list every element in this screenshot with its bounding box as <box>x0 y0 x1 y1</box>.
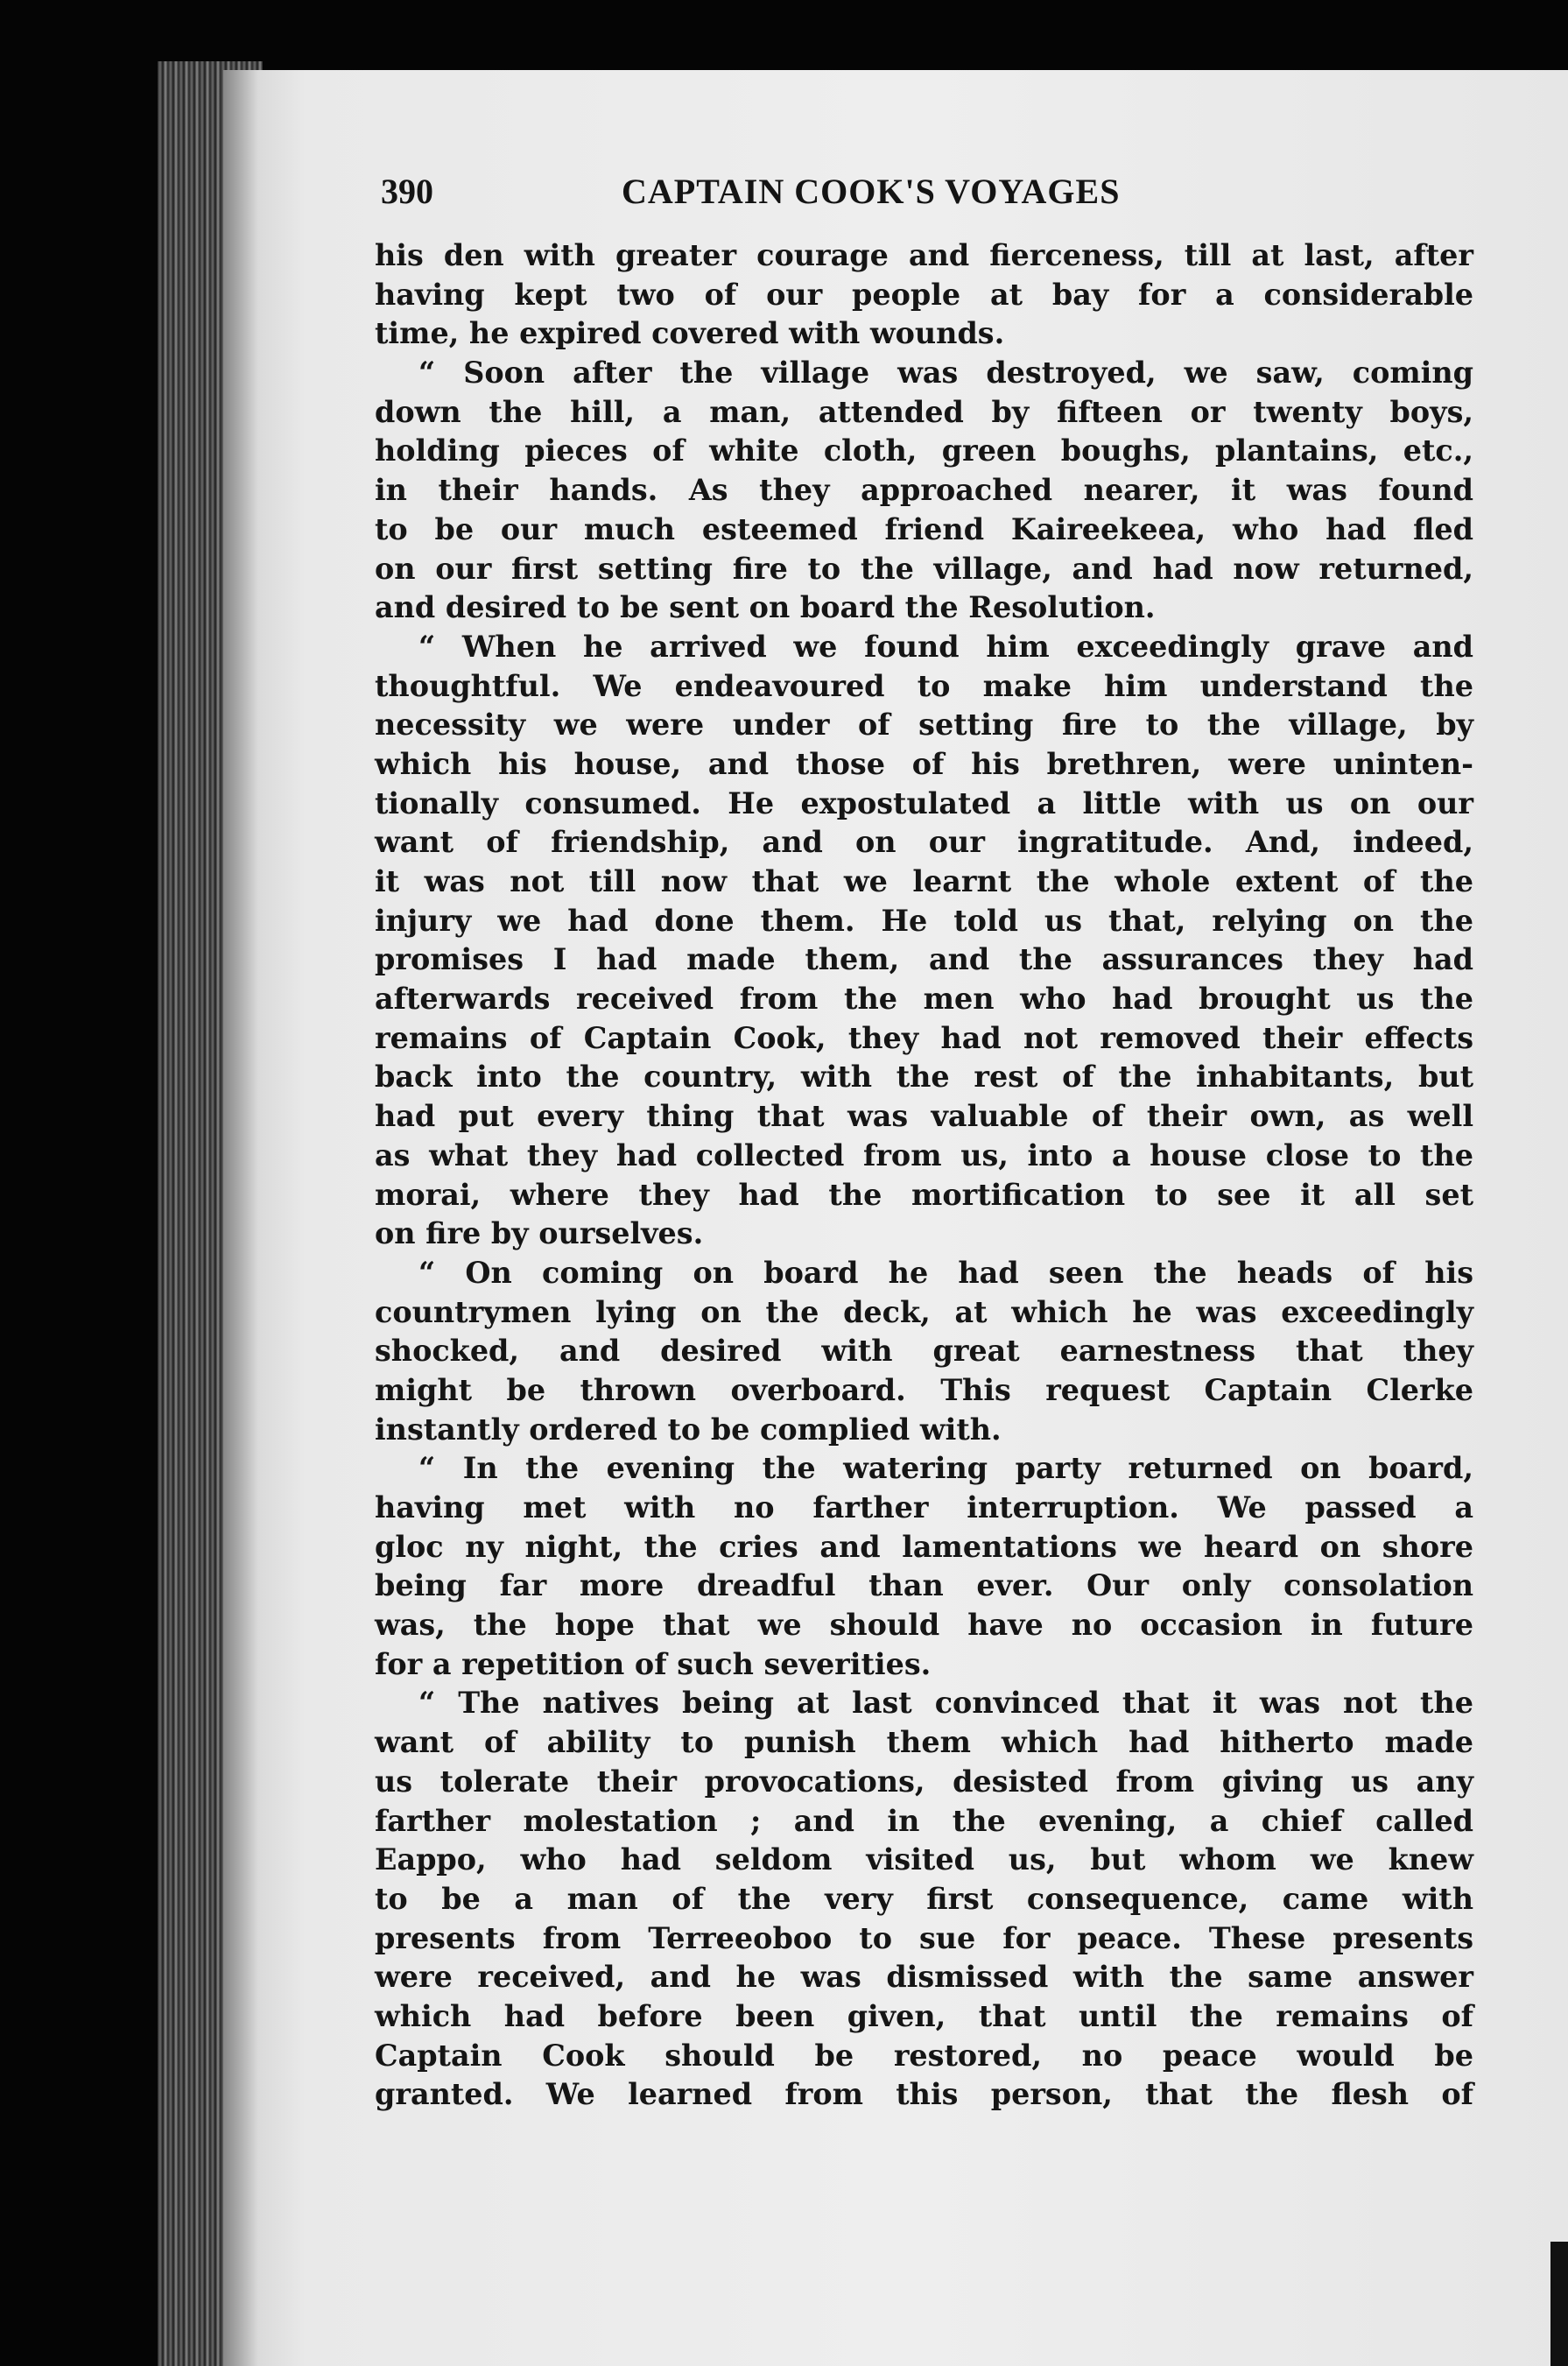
text-line: remains of Captain Cook, they had not removed their effects <box>375 1020 1473 1055</box>
running-title: CAPTAIN COOK'S VOYAGES <box>622 172 1121 211</box>
text-line: farther molestation ; and in the evening, a chief called <box>375 1803 1473 1838</box>
text-line: gloc ny night, the cries and lamentations we heard on shore <box>375 1529 1473 1564</box>
text-line: injury we had done them. He told us that, relying on the <box>375 903 1473 938</box>
text-line: instantly ordered to be complied with. <box>375 1412 1002 1447</box>
page-number: 390 <box>381 172 433 211</box>
body-text <box>375 236 1473 2115</box>
text-line: having met with no farther interruption. We passed a <box>375 1490 1473 1525</box>
text-line: on fire by ourselves. <box>375 1216 704 1251</box>
text-line: tionally consumed. He expostulated a little with us on our <box>375 785 1473 820</box>
page-gutter-shadow <box>223 70 258 2366</box>
text-line: his den with greater courage and fierceness, till at last, after <box>375 238 1473 272</box>
text-line: necessity we were under of setting fire to the village, by <box>375 708 1473 743</box>
text-line: want of ability to punish them which had hitherto made <box>375 1725 1473 1760</box>
text-line: on our first setting fire to the village, and had now returned, <box>375 551 1473 586</box>
text-line: Captain Cook should be restored, no peace would be <box>375 2038 1473 2073</box>
text-line: afterwards received from the men who had brought us the <box>375 982 1473 1017</box>
text-line: and desired to be sent on board the Resolution. <box>375 590 1156 625</box>
text-line: time, he expired covered with wounds. <box>375 316 1005 351</box>
text-line: shocked, and desired with great earnestness that they <box>375 1334 1473 1369</box>
text-line: was, the hope that we should have no occasion in future <box>375 1608 1473 1643</box>
text-line: “ Soon after the village was destroyed, we saw, coming <box>418 356 1473 391</box>
text-line: morai, where they had the mortification to see it all set <box>375 1177 1473 1212</box>
text-line: presents from Terreeoboo to sue for peace. These presents <box>375 1920 1473 1955</box>
text-line: in their hands. As they approached nearer, it was found <box>375 473 1473 508</box>
text-line: promises I had made them, and the assurances they had <box>375 942 1473 977</box>
text-line: thoughtful. We endeavoured to make him understand the <box>375 668 1473 703</box>
text-line: being far more dreadful than ever. Our only consolation <box>375 1568 1473 1603</box>
text-line: it was not till now that we learnt the whole extent of the <box>375 864 1473 898</box>
text-line: us tolerate their provocations, desisted from giving us any <box>375 1764 1473 1799</box>
page-header <box>381 171 1466 223</box>
text-line: “ When he arrived we found him exceedingly grave and <box>418 629 1473 664</box>
text-line: were received, and he was dismissed with the same answer <box>375 1960 1473 1995</box>
text-line: “ On coming on board he had seen the heads of his <box>418 1255 1473 1290</box>
text-line: down the hill, a man, attended by fifteen or twenty boys, <box>375 394 1473 429</box>
text-line: as what they had collected from us, into a house close to the <box>375 1137 1473 1172</box>
text-line: Eappo, who had seldom visited us, but whom we knew <box>375 1842 1473 1877</box>
text-line: countrymen lying on the deck, at which he was exceedingly <box>375 1294 1473 1329</box>
text-line: which had before been given, that until the remains of <box>375 1998 1473 2033</box>
scan-border <box>1550 2242 1568 2366</box>
text-line: had put every thing that was valuable of their own, as well <box>375 1099 1473 1134</box>
text-line: to be a man of the very first consequence, came with <box>375 1881 1473 1916</box>
text-line: “ The natives being at last convinced that it was not the <box>418 1686 1473 1721</box>
text-line: holding pieces of white cloth, green boughs, plantains, etc., <box>375 433 1473 468</box>
text-line: having kept two of our people at bay for a considerable <box>375 277 1473 312</box>
text-line: granted. We learned from this person, that the flesh of <box>375 2077 1473 2112</box>
text-line: for a repetition of such severities. <box>375 1646 932 1681</box>
text-line: “ In the evening the watering party returned on board, <box>418 1451 1473 1486</box>
text-line: want of friendship, and on our ingratitude. And, indeed, <box>375 825 1473 860</box>
text-line: might be thrown overboard. This request Captain Clerke <box>375 1372 1473 1407</box>
text-line: to be our much esteemed friend Kaireekeea, who had fled <box>375 511 1473 546</box>
text-line: back into the country, with the rest of the inhabitants, but <box>375 1060 1473 1095</box>
text-line: which his house, and those of his brethren, were uninten- <box>375 746 1473 781</box>
